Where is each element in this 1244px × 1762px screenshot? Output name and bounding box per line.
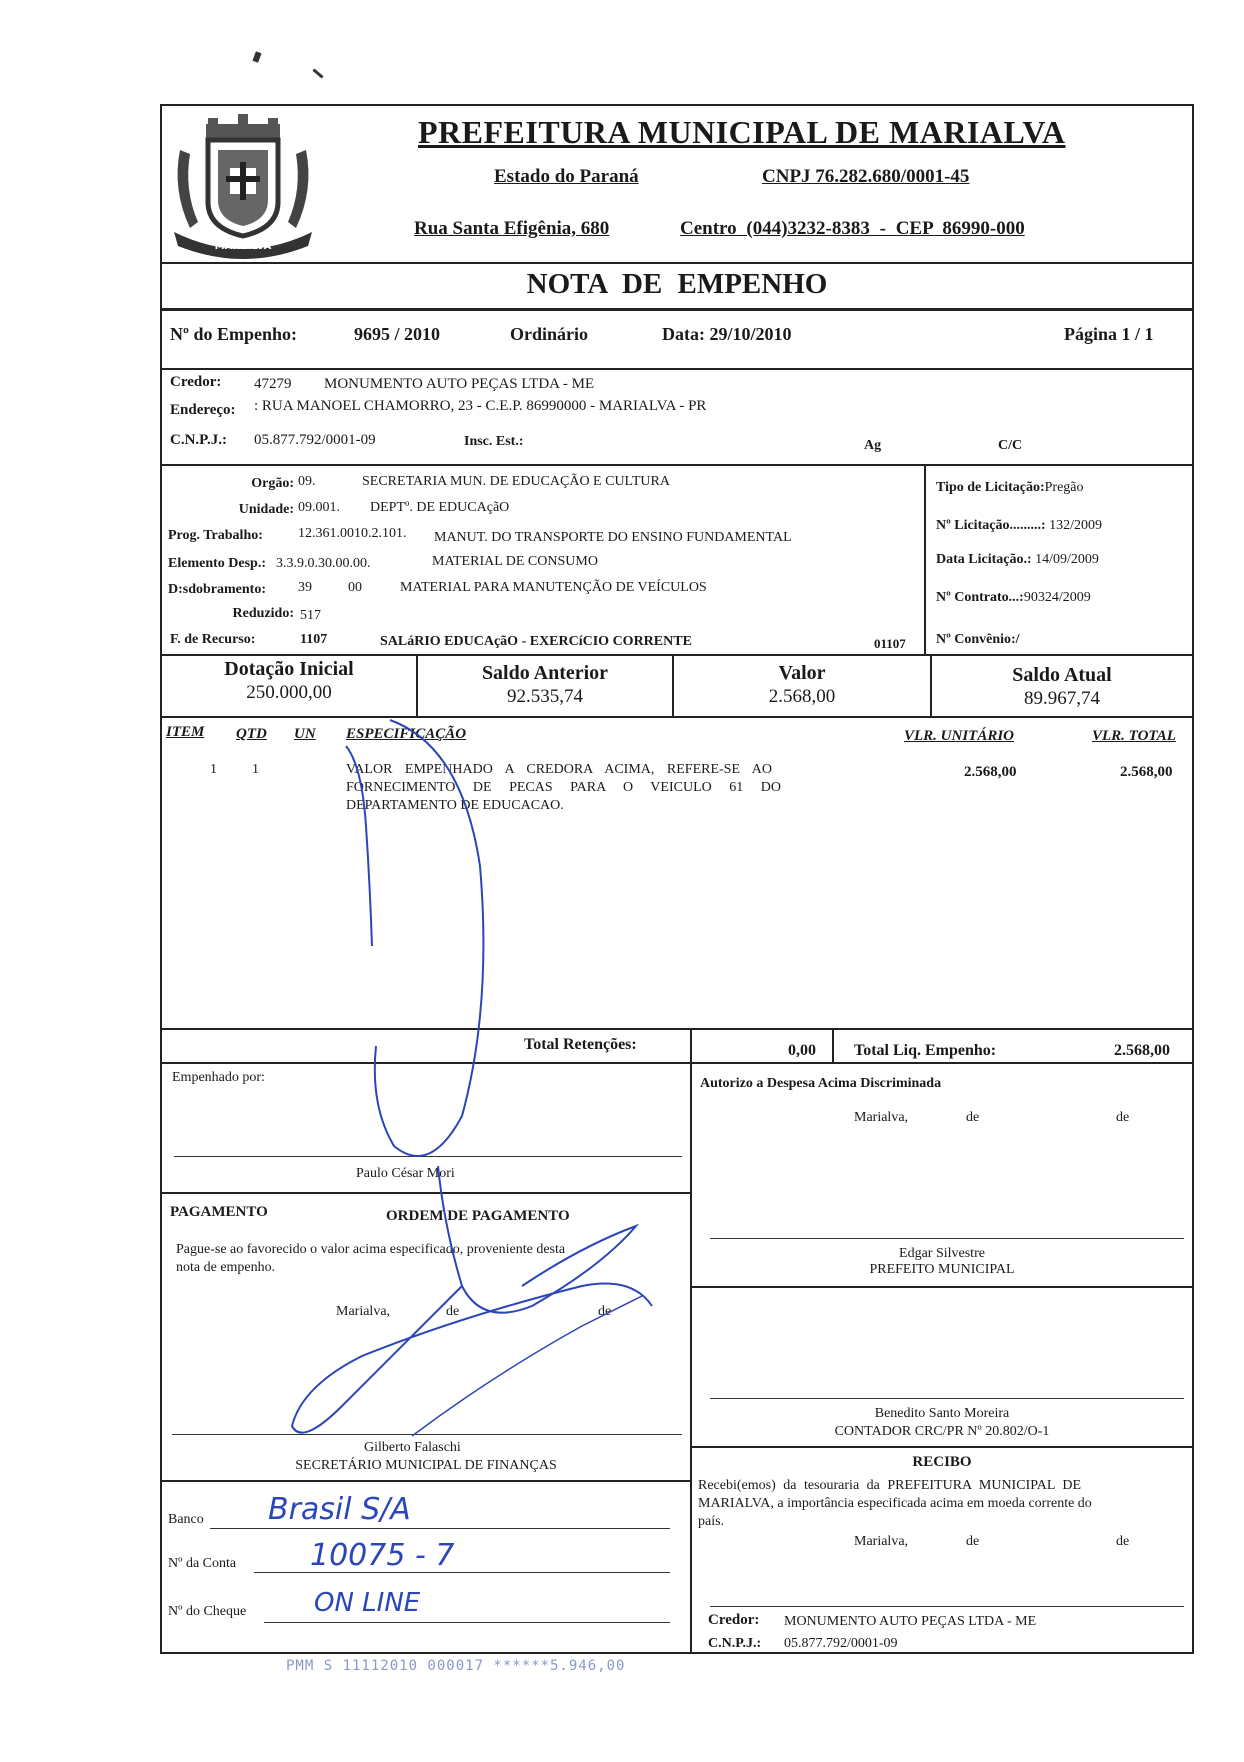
conta-value: 10075 - 7: [310, 1538, 455, 1573]
retencoes-label: Total Retenções:: [524, 1036, 637, 1053]
recibo-credor-name: MONUMENTO AUTO PEÇAS LTDA - ME: [784, 1614, 1037, 1629]
agency-label: Ag: [864, 438, 882, 453]
secretario-name: Gilberto Falaschi: [364, 1440, 461, 1455]
state-name: Estado do Paraná: [494, 166, 639, 187]
banco-label: Banco: [168, 1512, 204, 1527]
page-number: Página 1 / 1: [1064, 324, 1154, 344]
pagamento-de-2: de: [598, 1304, 612, 1319]
col-total-value: VLR. TOTAL: [1092, 728, 1176, 744]
item-spec-line-2: FORNECIMENTO DE PECAS PARA O VEICULO 61 DO: [346, 780, 781, 795]
recurso-label: F. de Recurso:: [170, 632, 256, 647]
item-total-value: 2.568,00: [1120, 764, 1173, 780]
banco-value: Brasil S/A: [268, 1492, 411, 1527]
licitacao-tipo-label: Tipo de Licitação:Pregão: [936, 480, 1084, 495]
conta-label: Nº da Conta: [168, 1556, 237, 1571]
valor-label: Valor: [778, 662, 826, 684]
empenho-number: 9695 / 2010: [354, 324, 441, 344]
handwritten-signature: [162, 106, 1192, 1652]
prog-trabalho-code: 12.361.0010.2.101.: [298, 526, 407, 541]
prefeito-name: Edgar Silvestre: [899, 1246, 985, 1261]
item-spec-line-3: DEPARTAMENTO DE EDUCACAO.: [346, 798, 564, 813]
dotacao-label: Dotação Inicial: [224, 658, 354, 680]
recurso-code: 1107: [300, 632, 328, 647]
dotacao-value: 250.000,00: [246, 682, 332, 703]
orgao-name: SECRETARIA MUN. DE EDUCAÇÃO E CULTURA: [362, 474, 670, 489]
convenio-label: Nº Convênio:/: [936, 632, 1020, 647]
recibo-text-1: Recebi(emos) da tesouraria da PREFEITURA MUNICIPAL DE: [698, 1478, 1082, 1493]
municipality-title: PREFEITURA MUNICIPAL DE MARIALVA: [418, 114, 1066, 150]
empenho-number-label: Nº do Empenho:: [170, 324, 297, 344]
orgao-label: Orgão:: [251, 476, 294, 491]
prog-trabalho-name: MANUT. DO TRANSPORTE DO ENSINO FUNDAMENTAL: [434, 530, 792, 545]
nota-de-empenho-document: [160, 104, 1194, 1654]
scan-mark: [312, 68, 323, 78]
empenho-date: Data: 29/10/2010: [662, 324, 792, 344]
saldo-anterior-value: 92.535,74: [507, 686, 583, 707]
col-unit-value: VLR. UNITÁRIO: [904, 728, 1015, 744]
cheque-label: Nº do Cheque: [168, 1604, 247, 1619]
municipality-cnpj: CNPJ 76.282.680/0001-45: [762, 166, 970, 187]
recibo-de-1: de: [966, 1534, 980, 1549]
insc-est-label: Insc. Est.:: [464, 434, 524, 449]
municipality-address: Rua Santa Efigênia, 680: [414, 218, 610, 239]
reduzido-value: 517: [300, 608, 321, 623]
recibo-cnpj: 05.877.792/0001-09: [784, 1636, 898, 1651]
item-spec-line-1: VALOR EMPENHADO A CREDORA ACIMA, REFERE-SE AO: [346, 762, 772, 777]
saldo-anterior-label: Saldo Anterior: [481, 662, 609, 684]
prefeito-title: PREFEITO MUNICIPAL: [869, 1262, 1015, 1277]
recibo-city: Marialva,: [854, 1534, 909, 1549]
pagamento-text-2: nota de empenho.: [176, 1260, 276, 1275]
liq-empenho-label: Total Liq. Empenho:: [854, 1042, 997, 1059]
valor-value: 2.568,00: [768, 686, 836, 707]
desdobramento-name: MATERIAL PARA MANUTENÇÃO DE VEÍCULOS: [400, 580, 707, 595]
unidade-code: 09.001.: [298, 500, 340, 515]
contador-name: Benedito Santo Moreira: [874, 1406, 1010, 1421]
credor-code: 47279: [254, 376, 292, 392]
recurso-ref: 01107: [874, 636, 906, 651]
account-label: C/C: [998, 438, 1023, 453]
desdobramento-code: 39: [298, 580, 312, 595]
unidade-label: Unidade:: [238, 502, 294, 517]
item-unit-value: 2.568,00: [964, 764, 1017, 780]
scan-mark: [252, 51, 261, 62]
retencoes-value: 0,00: [788, 1042, 816, 1059]
pagamento-city: Marialva,: [336, 1304, 391, 1319]
contrato-label: Nº Contrato...:90324/2009: [936, 590, 1091, 605]
secretario-title: SECRETÁRIO MUNICIPAL DE FINANÇAS: [295, 1458, 557, 1473]
col-spec: ESPECIFICAÇÃO: [346, 726, 467, 742]
desdobramento-label: D:sdobramento:: [168, 582, 266, 597]
empenhado-label: Empenhado por:: [172, 1070, 265, 1085]
recibo-cnpj-label: C.N.P.J.:: [708, 1636, 762, 1651]
cheque-value: ON LINE: [314, 1588, 421, 1618]
desdobramento-sub: 00: [348, 580, 362, 595]
elemento-code: 3.3.9.0.30.00.00.: [276, 556, 371, 571]
autorizo-label: Autorizo a Despesa Acima Discriminada: [700, 1076, 942, 1091]
ordem-pagamento-label: ORDEM DE PAGAMENTO: [386, 1208, 570, 1224]
prog-trabalho-label: Prog. Trabalho:: [168, 528, 263, 543]
document-title: NOTA DE EMPENHO: [526, 268, 828, 300]
recurso-name: SALáRIO EDUCAçãO - EXERCíCIO CORRENTE: [380, 634, 692, 649]
unidade-name: DEPTº. DE EDUCAçãO: [370, 500, 510, 515]
autorizo-city: Marialva,: [854, 1110, 909, 1125]
credor-address: : RUA MANOEL CHAMORRO, 23 - C.E.P. 86990000 - MARIALVA - PR: [254, 398, 707, 414]
credor-label: Credor:: [170, 374, 222, 390]
credor-name: MONUMENTO AUTO PEÇAS LTDA - ME: [324, 376, 595, 392]
recibo-credor-label: Credor:: [708, 1612, 760, 1628]
saldo-atual-value: 89.967,74: [1024, 688, 1100, 709]
autorizo-de-2: de: [1116, 1110, 1130, 1125]
contador-title: CONTADOR CRC/PR Nº 20.802/O-1: [834, 1424, 1050, 1439]
item-qtd: 1: [252, 762, 259, 777]
elemento-name: MATERIAL DE CONSUMO: [432, 554, 598, 569]
autorizo-de-1: de: [966, 1110, 980, 1125]
credor-cnpj: 05.877.792/0001-09: [254, 432, 376, 448]
col-item: ITEM: [166, 724, 205, 740]
pagamento-de-1: de: [446, 1304, 460, 1319]
cnpj-label: C.N.P.J.:: [170, 432, 227, 448]
recibo-text-3: país.: [698, 1514, 725, 1529]
liq-empenho-value: 2.568,00: [1114, 1042, 1170, 1059]
reduzido-label: Reduzido:: [232, 606, 294, 621]
recibo-title: RECIBO: [912, 1454, 972, 1470]
col-un: UN: [294, 726, 316, 742]
saldo-atual-label: Saldo Atual: [1012, 664, 1112, 686]
recibo-text-2: MARIALVA, a importância especificada acima em moeda corrente do: [698, 1496, 1092, 1511]
empenhado-name: Paulo César Mori: [356, 1166, 455, 1181]
empenho-type: Ordinário: [510, 324, 589, 344]
licitacao-data-label: Data Licitação.: 14/09/2009: [936, 552, 1099, 567]
elemento-label: Elemento Desp.:: [168, 556, 266, 571]
municipality-contact: Centro (044)3232-8383 - CEP 86990-000: [680, 218, 1025, 239]
pagamento-label: PAGAMENTO: [170, 1204, 268, 1220]
licitacao-numero-label: Nº Licitação.........: 132/2009: [936, 518, 1102, 533]
recibo-de-2: de: [1116, 1534, 1130, 1549]
item-number: 1: [210, 762, 217, 777]
orgao-code: 09.: [298, 474, 316, 489]
seal-text: MARIALVA: [214, 241, 272, 252]
payment-stamp: PMM S 11112010 000017 ******5.946,00: [286, 1658, 626, 1674]
address-label: Endereço:: [170, 402, 236, 418]
col-qtd: QTD: [236, 726, 267, 742]
pagamento-text-1: Pague-se ao favorecido o valor acima especificado, proveniente desta: [176, 1242, 566, 1257]
